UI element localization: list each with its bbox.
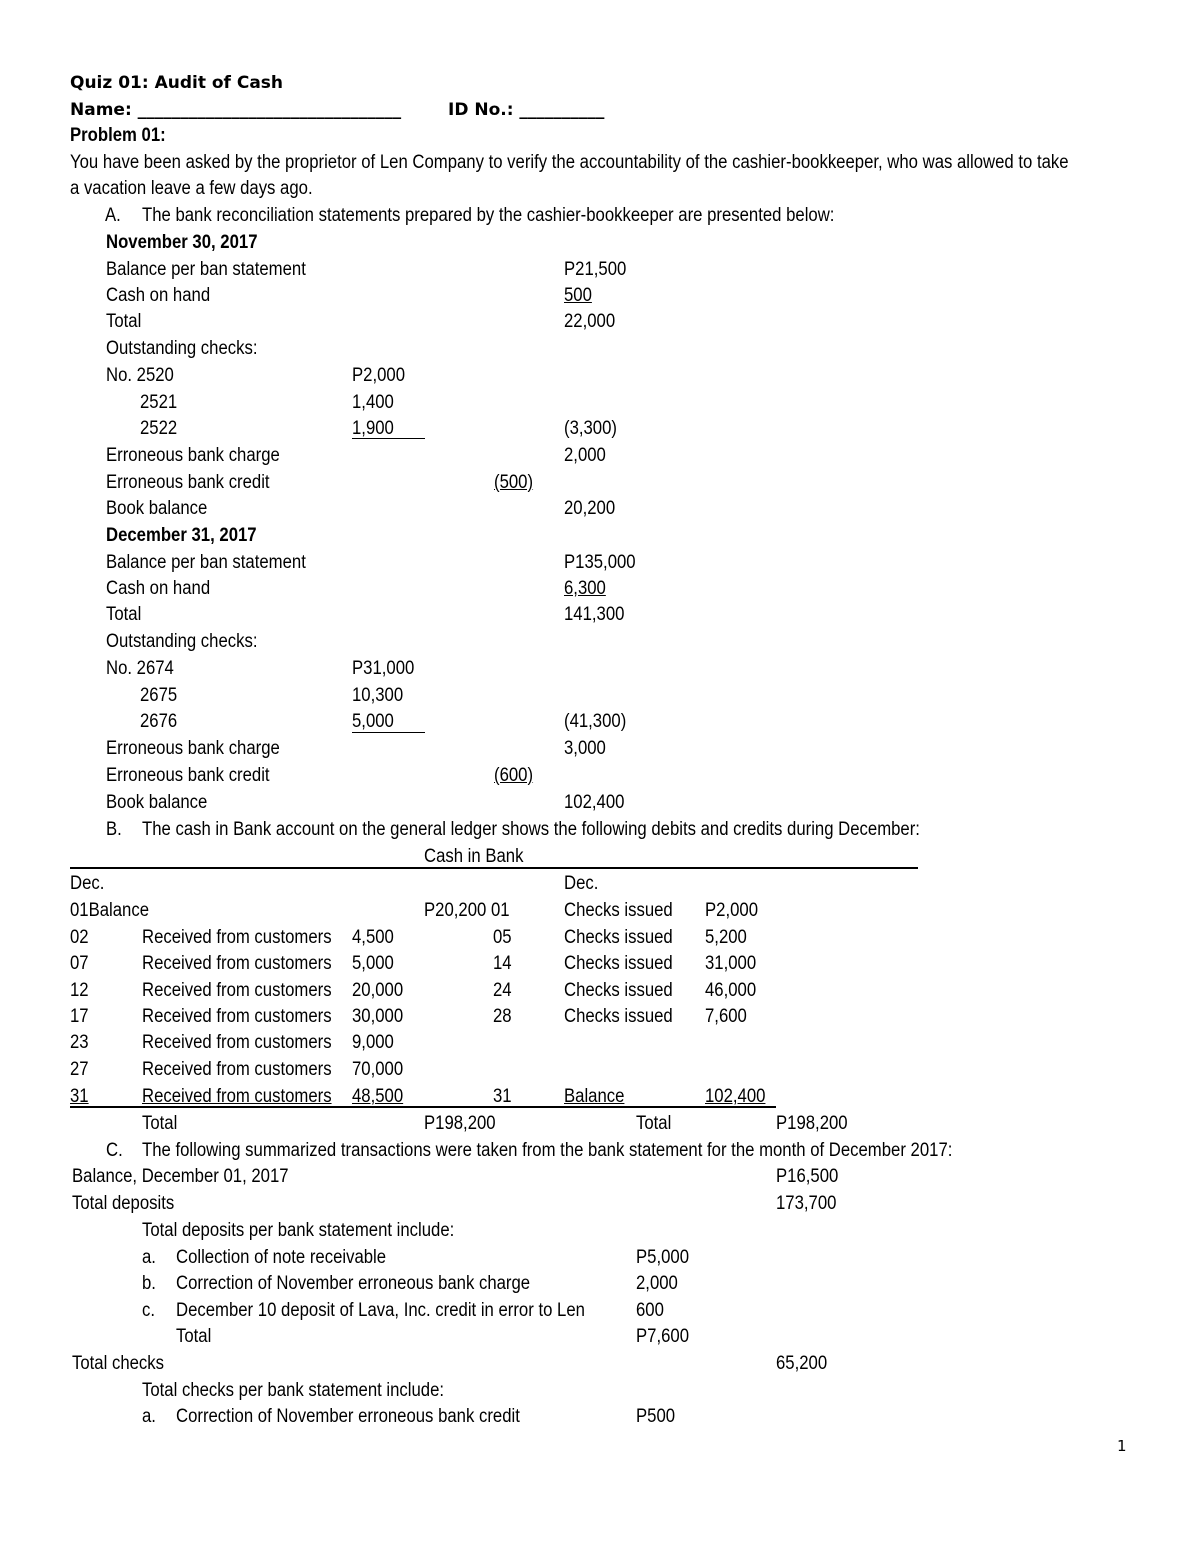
deposit-item-amount: P5,000: [636, 1247, 690, 1268]
credit-amount: 31,000: [705, 953, 757, 974]
nov-total-value: 22,000: [564, 311, 616, 332]
ledger-right-total: P198,200: [776, 1113, 848, 1134]
debit-desc: Received from customers: [142, 1059, 332, 1080]
nov-ebcr-value: (500): [494, 472, 534, 493]
dec-bal-value: P135,000: [564, 552, 636, 573]
credit-desc: Checks issued: [564, 980, 673, 1001]
nov-bal-value: P21,500: [564, 259, 627, 280]
debit-desc: Received from customers: [142, 1006, 332, 1027]
debit-desc: Received from customers: [142, 953, 332, 974]
checks-include-label: Total checks per bank statement include:: [142, 1380, 445, 1401]
debit-day: 07: [70, 953, 89, 974]
part-c-text: The following summarized transactions were taken from the bank statement for the month of December 2017:: [142, 1140, 953, 1161]
credit-day: 24: [493, 980, 512, 1001]
credit-day: 01: [491, 900, 510, 921]
debit-desc: Received from customers: [142, 1086, 332, 1107]
dec-book-label: Book balance: [106, 792, 208, 813]
dec-ebcr-value: (600): [494, 765, 534, 786]
credit-amount: 46,000: [705, 980, 757, 1001]
dec-check-2-amount: 10,300: [352, 685, 404, 706]
ledger-top-rule: [70, 867, 918, 869]
deposit-item-text: December 10 deposit of Lava, Inc. credit in error to Len: [176, 1300, 585, 1321]
debit-desc: Received from customers: [142, 1032, 332, 1053]
debit-amount: 70,000: [352, 1059, 404, 1080]
nov-book-value: 20,200: [564, 498, 616, 519]
debit-amount: 30,000: [352, 1006, 404, 1027]
dec-ebcr-label: Erroneous bank credit: [106, 765, 270, 786]
nov-check-3-no: 2522: [140, 418, 178, 439]
nov-ebcr-label: Erroneous bank credit: [106, 472, 270, 493]
ledger-left-total: P198,200: [424, 1113, 496, 1134]
check-item-letter: a.: [142, 1406, 156, 1427]
ledger-left-total-label: Total: [142, 1113, 178, 1134]
debit-desc: Received from customers: [142, 927, 332, 948]
dec-total-value: 141,300: [564, 604, 625, 625]
deposits-include-label: Total deposits per bank statement include:: [142, 1220, 455, 1241]
part-b-text: The cash in Bank account on the general ledger shows the following debits and credits during December:: [142, 819, 920, 840]
deposit-item-amount: 2,000: [636, 1273, 678, 1294]
nov-check-2-amount: 1,400: [352, 392, 394, 413]
dec-book-value: 102,400: [564, 792, 625, 813]
dec-check-3-no: 2676: [140, 711, 178, 732]
nov-check-1-amount: P2,000: [352, 365, 406, 386]
total-checks-value: 65,200: [776, 1353, 828, 1374]
dec-check-3-amount: 5,000: [352, 711, 394, 732]
deposits-total-label: Total: [176, 1326, 212, 1347]
deposit-item-amount: 600: [636, 1300, 664, 1321]
nov-check-1-no: No. 2520: [106, 365, 174, 386]
debit-desc: Received from customers: [142, 980, 332, 1001]
dec-check-2-no: 2675: [140, 685, 178, 706]
nov-total-label: Total: [106, 311, 142, 332]
ledger-bottom-rule: [70, 1106, 776, 1108]
nov-date: November 30, 2017: [106, 232, 258, 253]
credit-day: 28: [493, 1006, 512, 1027]
deposits-total-value: P7,600: [636, 1326, 690, 1347]
ledger-left-month: Dec.: [70, 873, 105, 894]
nov-coh-label: Cash on hand: [106, 285, 211, 306]
debit-day: 12: [70, 980, 89, 1001]
part-a-text: The bank reconciliation statements prepared by the cashier-bookkeeper are presented below:: [142, 205, 835, 226]
deposit-item-letter: a.: [142, 1247, 156, 1268]
check-item-text: Correction of November erroneous bank credit: [176, 1406, 520, 1427]
page-number: 1: [1117, 1437, 1127, 1455]
debit-day: 02: [70, 927, 89, 948]
debit-day: 23: [70, 1032, 89, 1053]
bank-bal-label: Balance, December 01, 2017: [72, 1166, 289, 1187]
dec-date: December 31, 2017: [106, 525, 257, 546]
credit-desc: Checks issued: [564, 1006, 673, 1027]
credit-desc: Checks issued: [564, 900, 673, 921]
credit-day: 05: [493, 927, 512, 948]
intro-line-1: You have been asked by the proprietor of Len Company to verify the accountability of the cashier-bookkeeper, who was allowed to take: [70, 152, 1069, 173]
debit-day: 01Balance: [70, 900, 150, 921]
nov-checks-underline: [352, 438, 425, 439]
check-item-amount: P500: [636, 1406, 676, 1427]
dec-total-label: Total: [106, 604, 142, 625]
id-field-label: ID No.: __________: [448, 100, 605, 120]
credit-desc: Balance: [564, 1086, 625, 1107]
dec-oc-total: (41,300): [564, 711, 627, 732]
credit-amount: 5,200: [705, 927, 747, 948]
quiz-title: Quiz 01: Audit of Cash: [70, 73, 284, 93]
nov-check-3-amount: 1,900: [352, 418, 394, 439]
nov-oc-total: (3,300): [564, 418, 617, 439]
deposit-item-text: Correction of November erroneous bank charge: [176, 1273, 531, 1294]
debit-amount: P20,200: [424, 900, 487, 921]
credit-desc: Checks issued: [564, 927, 673, 948]
nov-ebc-value: 2,000: [564, 445, 606, 466]
part-a-letter: A.: [105, 205, 121, 226]
nov-ebc-label: Erroneous bank charge: [106, 445, 280, 466]
dec-coh-label: Cash on hand: [106, 578, 211, 599]
credit-day: 31: [493, 1086, 512, 1107]
deposit-item-letter: c.: [142, 1300, 156, 1321]
debit-day: 31: [70, 1086, 89, 1107]
dec-check-1-no: No. 2674: [106, 658, 174, 679]
ledger-right-month: Dec.: [564, 873, 599, 894]
total-deposits-value: 173,700: [776, 1193, 837, 1214]
debit-amount: 9,000: [352, 1032, 394, 1053]
problem-title: Problem 01:: [70, 125, 166, 146]
debit-day: 17: [70, 1006, 89, 1027]
debit-amount: 4,500: [352, 927, 394, 948]
dec-bal-label: Balance per ban statement: [106, 552, 306, 573]
dec-ebc-label: Erroneous bank charge: [106, 738, 280, 759]
deposit-item-text: Collection of note receivable: [176, 1247, 387, 1268]
credit-amount: 102,400: [705, 1086, 766, 1107]
total-checks-label: Total checks: [72, 1353, 165, 1374]
debit-amount: 5,000: [352, 953, 394, 974]
dec-checks-underline: [352, 732, 425, 733]
nov-bal-label: Balance per ban statement: [106, 259, 306, 280]
debit-day: 27: [70, 1059, 89, 1080]
dec-oc-label: Outstanding checks:: [106, 631, 258, 652]
ledger-title: Cash in Bank: [424, 846, 524, 867]
nov-check-2-no: 2521: [140, 392, 178, 413]
intro-line-2: a vacation leave a few days ago.: [70, 178, 313, 199]
credit-amount: P2,000: [705, 900, 759, 921]
nov-book-label: Book balance: [106, 498, 208, 519]
credit-amount: 7,600: [705, 1006, 747, 1027]
dec-check-1-amount: P31,000: [352, 658, 415, 679]
debit-amount: 48,500: [352, 1086, 404, 1107]
debit-amount: 20,000: [352, 980, 404, 1001]
name-field-label: Name: _______________________________: [70, 100, 402, 120]
nov-oc-label: Outstanding checks:: [106, 338, 258, 359]
dec-ebc-value: 3,000: [564, 738, 606, 759]
dec-coh-value: 6,300: [564, 578, 606, 599]
part-c-letter: C.: [106, 1140, 123, 1161]
bank-bal-value: P16,500: [776, 1166, 839, 1187]
nov-coh-value: 500: [564, 285, 592, 306]
credit-day: 14: [493, 953, 512, 974]
deposit-item-letter: b.: [142, 1273, 156, 1294]
credit-desc: Checks issued: [564, 953, 673, 974]
total-deposits-label: Total deposits: [72, 1193, 175, 1214]
part-b-letter: B.: [106, 819, 122, 840]
ledger-right-total-label: Total: [636, 1113, 672, 1134]
